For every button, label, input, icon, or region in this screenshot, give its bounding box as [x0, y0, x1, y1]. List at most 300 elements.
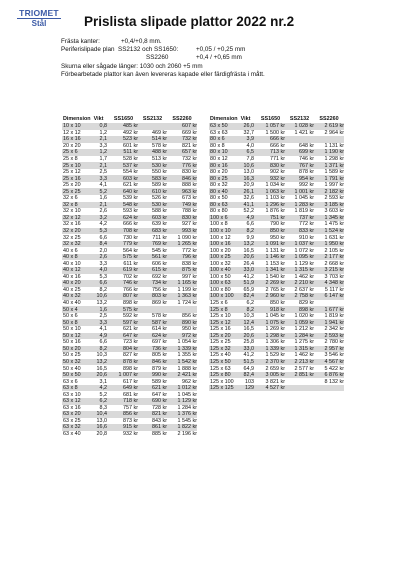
table-row	[62, 293, 197, 300]
cell-ss1650: 592 kr	[123, 313, 138, 320]
cell-dimension: 80 x 63	[210, 201, 228, 208]
cell-ss2260: 657 kr	[182, 149, 197, 156]
cell-ss2132: 469 kr	[152, 129, 167, 136]
cell-ss1650: 619 kr	[123, 267, 138, 274]
logo-text-bottom: Stål	[31, 19, 47, 28]
cell-dimension: 80 x 16	[210, 162, 228, 169]
cell-ss2132: 589 kr	[152, 182, 167, 189]
cell-ss2260: 1 339 kr	[177, 345, 197, 352]
cell-weight: 6,6	[99, 339, 107, 346]
cell-dimension: 100 x 25	[210, 254, 231, 261]
cell-ss1650: 554 kr	[123, 169, 138, 176]
cell-ss1650: 723 kr	[123, 339, 138, 346]
cell-weight: 20,9	[243, 182, 254, 189]
cell-ss2132: 1 315 kr	[294, 345, 314, 352]
table-row	[209, 280, 344, 287]
cell-ss1650: 624 kr	[123, 214, 138, 221]
cell-ss1650: 1 529 kr	[265, 352, 285, 359]
cell-ss2132: 614 kr	[152, 326, 167, 333]
cell-ss2132: 550 kr	[152, 169, 167, 176]
table-row	[62, 431, 197, 438]
cell-ss1650: 918 kr	[270, 306, 285, 313]
header-ss2260: SS2260	[172, 116, 192, 122]
cell-weight: 129	[245, 385, 254, 392]
cell-ss2260: 2 177 kr	[324, 254, 344, 261]
cell-weight: 25,8	[243, 339, 254, 346]
cell-ss2132: 621 kr	[152, 385, 167, 392]
table-row	[62, 215, 197, 222]
header-weight: Vikt	[93, 116, 104, 122]
cell-ss2260: 1 819 kr	[324, 313, 344, 320]
cell-ss2132: 1 212 kr	[294, 326, 314, 333]
cell-dimension: 100 x 80	[210, 286, 231, 293]
cell-ss1650: 757 kr	[123, 404, 138, 411]
cell-dimension: 63 x 40	[63, 430, 81, 437]
cell-ss2132: 711 kr	[152, 234, 167, 241]
cell-ss2132: 610 kr	[152, 188, 167, 195]
cell-ss2260: 4 348 kr	[324, 280, 344, 287]
cell-ss1650: 932 kr	[270, 175, 285, 182]
cell-dimension: 25 x 25	[63, 188, 81, 195]
cell-dimension: 50 x 16	[63, 339, 81, 346]
cell-dimension: 32 x 8	[63, 201, 78, 208]
table-row	[62, 254, 197, 261]
cell-dimension: 50 x 10	[63, 326, 81, 333]
table-row	[62, 274, 197, 281]
cell-ss2260: 1 941 kr	[324, 319, 344, 326]
cell-ss2132: 545 kr	[152, 247, 167, 254]
cell-ss1650: 1 500 kr	[265, 129, 285, 136]
cell-ss2260: 1 363 kr	[177, 293, 197, 300]
cell-weight: 1,2	[99, 129, 107, 136]
cell-weight: 5,3	[99, 228, 107, 235]
table-body	[209, 123, 344, 391]
cell-dimension: 100 x 10	[210, 228, 231, 235]
cell-weight: 1,2	[99, 149, 107, 156]
cell-ss2132: 683 kr	[152, 228, 167, 235]
table-row	[209, 339, 344, 346]
cell-dimension: 20 x 20	[63, 142, 81, 149]
table-row	[209, 306, 344, 313]
cell-ss1650: 898 kr	[123, 300, 138, 307]
cell-dimension: 40 x 8	[63, 254, 78, 261]
cell-ss2132: 990 kr	[152, 372, 167, 379]
table-row	[62, 260, 197, 267]
table-row	[62, 156, 197, 163]
cell-weight: 3,9	[246, 136, 254, 143]
cell-ss2132: 1 284 kr	[294, 332, 314, 339]
table-row	[62, 234, 197, 241]
cell-ss2260: 1 677 kr	[324, 306, 344, 313]
cell-weight: 51,5	[243, 358, 254, 365]
cell-ss1650: 1 153 kr	[265, 260, 285, 267]
cell-ss2260: 1 589 kr	[324, 169, 344, 176]
cell-ss2260: 888 kr	[182, 182, 197, 189]
cell-ss1650: 950 kr	[270, 234, 285, 241]
cell-weight: 4,0	[99, 267, 107, 274]
cell-ss2132: 697 kr	[152, 339, 167, 346]
cell-ss2260: 830 kr	[182, 169, 197, 176]
cell-weight: 3,3	[99, 260, 107, 267]
cell-ss2132: 530 kr	[152, 201, 167, 208]
cell-ss2132: 803 kr	[152, 293, 167, 300]
table-row	[62, 195, 197, 202]
cell-dimension: 50 x 50	[63, 372, 81, 379]
cell-ss1650: 647 kr	[123, 332, 138, 339]
cell-ss2132: 2 210 kr	[294, 280, 314, 287]
cell-dimension: 40 x 12	[63, 267, 81, 274]
cell-dimension: 100 x 16	[210, 241, 231, 248]
table-row	[62, 346, 197, 353]
price-table-right	[209, 115, 344, 391]
cell-weight: 1,6	[99, 195, 107, 202]
cell-weight: 1,6	[99, 306, 107, 313]
table-row	[209, 254, 344, 261]
cell-ss1650: 511 kr	[123, 149, 138, 156]
cell-ss1650: 564 kr	[123, 247, 138, 254]
cell-ss1650: 1 075 kr	[265, 319, 285, 326]
cell-ss2132: 690 kr	[152, 398, 167, 405]
cell-ss2260: 1 190 kr	[324, 149, 344, 156]
header-ss2260: SS2260	[319, 116, 339, 122]
cell-dimension: 10 x 10	[63, 123, 81, 130]
cell-ss2260: 772 kr	[182, 247, 197, 254]
cell-ss2260: 3 603 kr	[324, 208, 344, 215]
cell-weight: 16,5	[243, 326, 254, 333]
cell-ss1650: 746 kr	[123, 280, 138, 287]
cell-ss1650: 1 146 kr	[265, 254, 285, 261]
cell-weight: 8,2	[99, 345, 107, 352]
cell-ss2132: 1 072 kr	[294, 247, 314, 254]
cell-ss1650: 666 kr	[123, 221, 138, 228]
cell-ss2132: 526 kr	[152, 195, 167, 202]
cell-ss2260: 3 703 kr	[324, 273, 344, 280]
cell-dimension: 40 x 32	[63, 293, 81, 300]
cell-ss1650: 1 298 kr	[265, 332, 285, 339]
cell-ss2132: 736 kr	[152, 345, 167, 352]
cell-ss1650: 621 kr	[123, 326, 138, 333]
cell-dimension: 80 x 20	[210, 169, 228, 176]
table-row	[209, 169, 344, 176]
cell-weight: 10,4	[96, 411, 107, 418]
cell-ss2132: 1 028 kr	[294, 123, 314, 130]
cell-weight: 26,1	[243, 188, 254, 195]
table-row	[62, 241, 197, 248]
table-row	[209, 365, 344, 372]
cell-ss2260: 6 147 kr	[324, 293, 344, 300]
cell-dimension: 63 x 6	[63, 378, 78, 385]
cell-dimension: 25 x 16	[63, 175, 81, 182]
cell-ss2260: 2 957 kr	[324, 345, 344, 352]
cell-weight: 4,2	[99, 385, 107, 392]
table-row	[62, 280, 197, 287]
cell-ss2132: 734 kr	[152, 280, 167, 287]
spec-lengths: Skurna eller sågade länger: 1030 och 2060 +5 mm	[61, 62, 203, 70]
cell-ss2132: 869 kr	[152, 300, 167, 307]
cell-weight: 8,3	[99, 404, 107, 411]
cell-weight: 8,2	[246, 228, 254, 235]
cell-ss2132: 578 kr	[152, 313, 167, 320]
table-row	[209, 221, 344, 228]
cell-ss2132: 954 kr	[299, 175, 314, 182]
cell-ss2132: 2 637 kr	[294, 286, 314, 293]
cell-dimension: 125 x 50	[210, 358, 231, 365]
cell-ss1650: 766 kr	[123, 286, 138, 293]
cell-ss1650: 718 kr	[123, 398, 138, 405]
cell-ss2260: 1 129 kr	[177, 398, 197, 405]
cell-ss2260: 875 kr	[182, 267, 197, 274]
table-row	[62, 300, 197, 307]
cell-dimension: 50 x 32	[63, 358, 81, 365]
table-row	[62, 378, 197, 385]
cell-ss2132: 615 kr	[152, 267, 167, 274]
table-row	[62, 123, 197, 130]
cell-dimension: 32 x 12	[63, 214, 81, 221]
table-row	[62, 411, 197, 418]
cell-weight: 8,2	[246, 306, 254, 313]
cell-dimension: 80 x 80	[210, 208, 228, 215]
cell-weight: 4,0	[246, 142, 254, 149]
cell-ss1650: 751 kr	[270, 214, 285, 221]
cell-dimension: 50 x 12	[63, 332, 81, 339]
cell-ss2132: 530 kr	[152, 162, 167, 169]
cell-weight: 2,6	[99, 208, 107, 215]
cell-ss2260: 1 045 kr	[177, 391, 197, 398]
spec-ground-plan-value: +0,05 / +0,25 mm	[196, 46, 246, 54]
cell-ss2260: 2 105 kr	[324, 247, 344, 254]
cell-weight: 5,2	[99, 188, 107, 195]
price-table-left	[62, 115, 197, 437]
cell-dimension: 63 x 10	[63, 391, 81, 398]
cell-ss2132: 885 kr	[152, 430, 167, 437]
cell-dimension: 32 x 20	[63, 228, 81, 235]
cell-ss1650: 830 kr	[270, 162, 285, 169]
cell-dimension: 63 x 16	[63, 404, 81, 411]
cell-ss2260: 2 342 kr	[324, 326, 344, 333]
cell-weight: 4,2	[99, 221, 107, 228]
cell-weight: 6,6	[99, 280, 107, 287]
cell-ss1650: 1 339 kr	[265, 345, 285, 352]
cell-ss2132: 1 037 kr	[294, 241, 314, 248]
table-row	[62, 405, 197, 412]
cell-ss1650: 850 kr	[270, 228, 285, 235]
cell-weight: 2,1	[99, 136, 107, 143]
cell-ss2132: 692 kr	[152, 273, 167, 280]
cell-dimension: 125 x 40	[210, 352, 231, 359]
table-header	[62, 115, 197, 123]
cell-weight: 6,6	[246, 221, 254, 228]
header-weight: Vikt	[240, 116, 251, 122]
cell-weight: 13,0	[96, 417, 107, 424]
header-ss2132: SS2132	[289, 116, 310, 122]
cell-ss2132: 2 213 kr	[294, 358, 314, 365]
cell-ss2260: 749 kr	[182, 201, 197, 208]
cell-dimension: 16 x 16	[63, 136, 81, 143]
cell-ss1650: 1 091 kr	[265, 241, 285, 248]
cell-ss2260: 950 kr	[182, 326, 197, 333]
cell-dimension: 63 x 32	[63, 424, 81, 431]
cell-ss2132: 1 001 kr	[294, 188, 314, 195]
cell-ss1650: 649 kr	[123, 385, 138, 392]
spec-ground-plan-grades: SS2132 och SS1650:	[118, 46, 179, 54]
table-row	[62, 175, 197, 182]
cell-ss1650: 597 kr	[123, 319, 138, 326]
cell-ss2260: 2 196 kr	[177, 430, 197, 437]
cell-dimension: 25 x 8	[63, 156, 78, 162]
cell-ss2132: 879 kr	[152, 365, 167, 372]
cell-ss2132: 603 kr	[152, 214, 167, 221]
cell-dimension: 100 x 12	[210, 234, 231, 241]
cell-ss2132: 578 kr	[152, 142, 167, 149]
cell-ss2260: 673 kr	[182, 195, 197, 202]
cell-weight: 10,3	[243, 313, 254, 320]
cell-dimension: 125 x 25	[210, 339, 231, 346]
cell-weight: 4,1	[99, 182, 107, 189]
cell-ss2260: 788 kr	[182, 208, 197, 215]
cell-ss1650: 1 063 kr	[265, 188, 285, 195]
table-row	[62, 149, 197, 156]
cell-dimension: 32 x 6	[63, 195, 78, 202]
table-row	[209, 346, 344, 353]
cell-dimension: 80 x 25	[210, 175, 228, 182]
cell-ss1650: 528 kr	[123, 156, 138, 162]
cell-weight: 8,4	[99, 241, 107, 248]
cell-dimension: 50 x 4	[63, 306, 78, 313]
table-row	[62, 398, 197, 405]
cell-ss2132: 583 kr	[152, 175, 167, 182]
cell-dimension: 40 x 16	[63, 273, 81, 280]
cell-dimension: 25 x 12	[63, 169, 81, 176]
cell-ss2260: 2 780 kr	[324, 339, 344, 346]
cell-dimension: 100 x 20	[210, 247, 231, 254]
cell-ss2132: 1 283 kr	[294, 201, 314, 208]
table-row	[62, 339, 197, 346]
cell-ss2132: 561 kr	[152, 254, 167, 261]
table-row	[209, 287, 344, 294]
cell-dimension: 50 x 6	[63, 313, 78, 320]
cell-ss1650: 537 kr	[123, 162, 138, 169]
header-dimension: Dimension	[210, 116, 238, 122]
cell-weight: 26,4	[243, 260, 254, 267]
logo-text-top: TRIOMET	[17, 9, 61, 19]
cell-weight: 4,9	[99, 332, 107, 339]
table-row	[62, 424, 197, 431]
cell-ss2260: 821 kr	[182, 142, 197, 149]
cell-ss2260: 2 421 kr	[177, 372, 197, 379]
cell-ss1650: 850 kr	[270, 300, 285, 307]
cell-ss2260: 1 345 kr	[324, 214, 344, 221]
cell-weight: 20,6	[243, 332, 254, 339]
cell-dimension: 25 x 10	[63, 162, 81, 169]
cell-ss2132: 1 020 kr	[294, 313, 314, 320]
cell-ss1650: 2 269 kr	[265, 280, 285, 287]
cell-ss2260: 2 593 kr	[324, 332, 344, 339]
table-row	[62, 221, 197, 228]
spec-ss2260-value: +0,4 / +0,65 mm	[196, 54, 242, 62]
cell-ss2260: 4 567 kr	[324, 358, 344, 365]
cell-weight: 2,5	[99, 169, 107, 176]
table-row	[62, 365, 197, 372]
cell-weight: 1,7	[99, 156, 107, 162]
cell-ss2132: 606 kr	[152, 260, 167, 267]
cell-ss2260: 1 475 kr	[324, 221, 344, 228]
table-row	[62, 208, 197, 215]
cell-weight: 6,2	[246, 300, 254, 307]
table-row	[209, 352, 344, 359]
cell-ss2260: 2 182 kr	[324, 188, 344, 195]
cell-ss2260: 1 054 kr	[177, 339, 197, 346]
cell-ss2260: 1 284 kr	[177, 404, 197, 411]
cell-ss2260: 1 012 kr	[177, 385, 197, 392]
cell-ss2260: 5 117 kr	[324, 286, 344, 293]
table-row	[209, 267, 344, 274]
cell-ss1650: 1 131 kr	[265, 247, 285, 254]
cell-ss2132: 1 462 kr	[294, 352, 314, 359]
cell-ss2260: 1 631 kr	[324, 234, 344, 241]
cell-weight: 10,6	[96, 293, 107, 300]
cell-ss2260: 927 kr	[182, 221, 197, 228]
cell-ss2260: 3 185 kr	[324, 201, 344, 208]
cell-ss2132: 488 kr	[152, 149, 167, 156]
cell-dimension: 50 x 8	[63, 319, 78, 326]
cell-ss2132: 756 kr	[152, 286, 167, 293]
cell-ss2260: 2 593 kr	[324, 195, 344, 202]
table-row	[209, 359, 344, 366]
cell-ss2132: 1 315 kr	[294, 267, 314, 274]
table-row	[62, 352, 197, 359]
cell-weight: 5,2	[99, 391, 107, 398]
cell-ss2132: 2 758 kr	[294, 293, 314, 300]
cell-weight: 3,3	[99, 319, 107, 326]
cell-ss2260: 1 199 kr	[177, 286, 197, 293]
cell-ss2132: 1 059 kr	[294, 319, 314, 326]
cell-dimension: 125 x 6	[210, 300, 228, 307]
cell-ss2260: 1 165 kr	[177, 280, 197, 287]
cell-ss2260: 1 524 kr	[324, 228, 344, 235]
cell-ss2132: 587 kr	[152, 319, 167, 326]
cell-ss2260: 6 876 kr	[324, 372, 344, 379]
cell-ss1650: 771 kr	[270, 156, 285, 162]
cell-dimension: 125 x 8	[210, 306, 228, 313]
cell-ss1650: 666 kr	[270, 136, 285, 143]
table-header	[209, 115, 344, 123]
table-row	[62, 287, 197, 294]
cell-ss1650: 932 kr	[123, 430, 138, 437]
cell-dimension: 32 x 32	[63, 241, 81, 248]
cell-weight: 82,4	[243, 372, 254, 379]
cell-ss2260: 3 215 kr	[324, 267, 344, 274]
cell-dimension: 63 x 63	[210, 129, 228, 136]
cell-dimension: 125 x 125	[210, 385, 234, 392]
cell-weight: 13,0	[243, 169, 254, 176]
cell-dimension: 80 x 40	[210, 188, 228, 195]
cell-ss2260: 1 950 kr	[324, 241, 344, 248]
cell-ss1650: 2 765 kr	[265, 286, 285, 293]
cell-ss1650: 702 kr	[123, 273, 138, 280]
cell-dimension: 25 x 20	[63, 182, 81, 189]
cell-ss1650: 539 kr	[123, 195, 138, 202]
table-row	[209, 162, 344, 169]
cell-ss1650: 666 kr	[270, 142, 285, 149]
table-row	[62, 143, 197, 150]
cell-weight: 3,3	[99, 142, 107, 149]
cell-dimension: 100 x 40	[210, 267, 231, 274]
cell-ss2132: 514 kr	[152, 136, 167, 143]
cell-ss2132: 805 kr	[152, 352, 167, 359]
cell-ss2260: 732 kr	[182, 156, 197, 162]
cell-weight: 52,2	[243, 208, 254, 215]
cell-dimension: 100 x 63	[210, 280, 231, 287]
